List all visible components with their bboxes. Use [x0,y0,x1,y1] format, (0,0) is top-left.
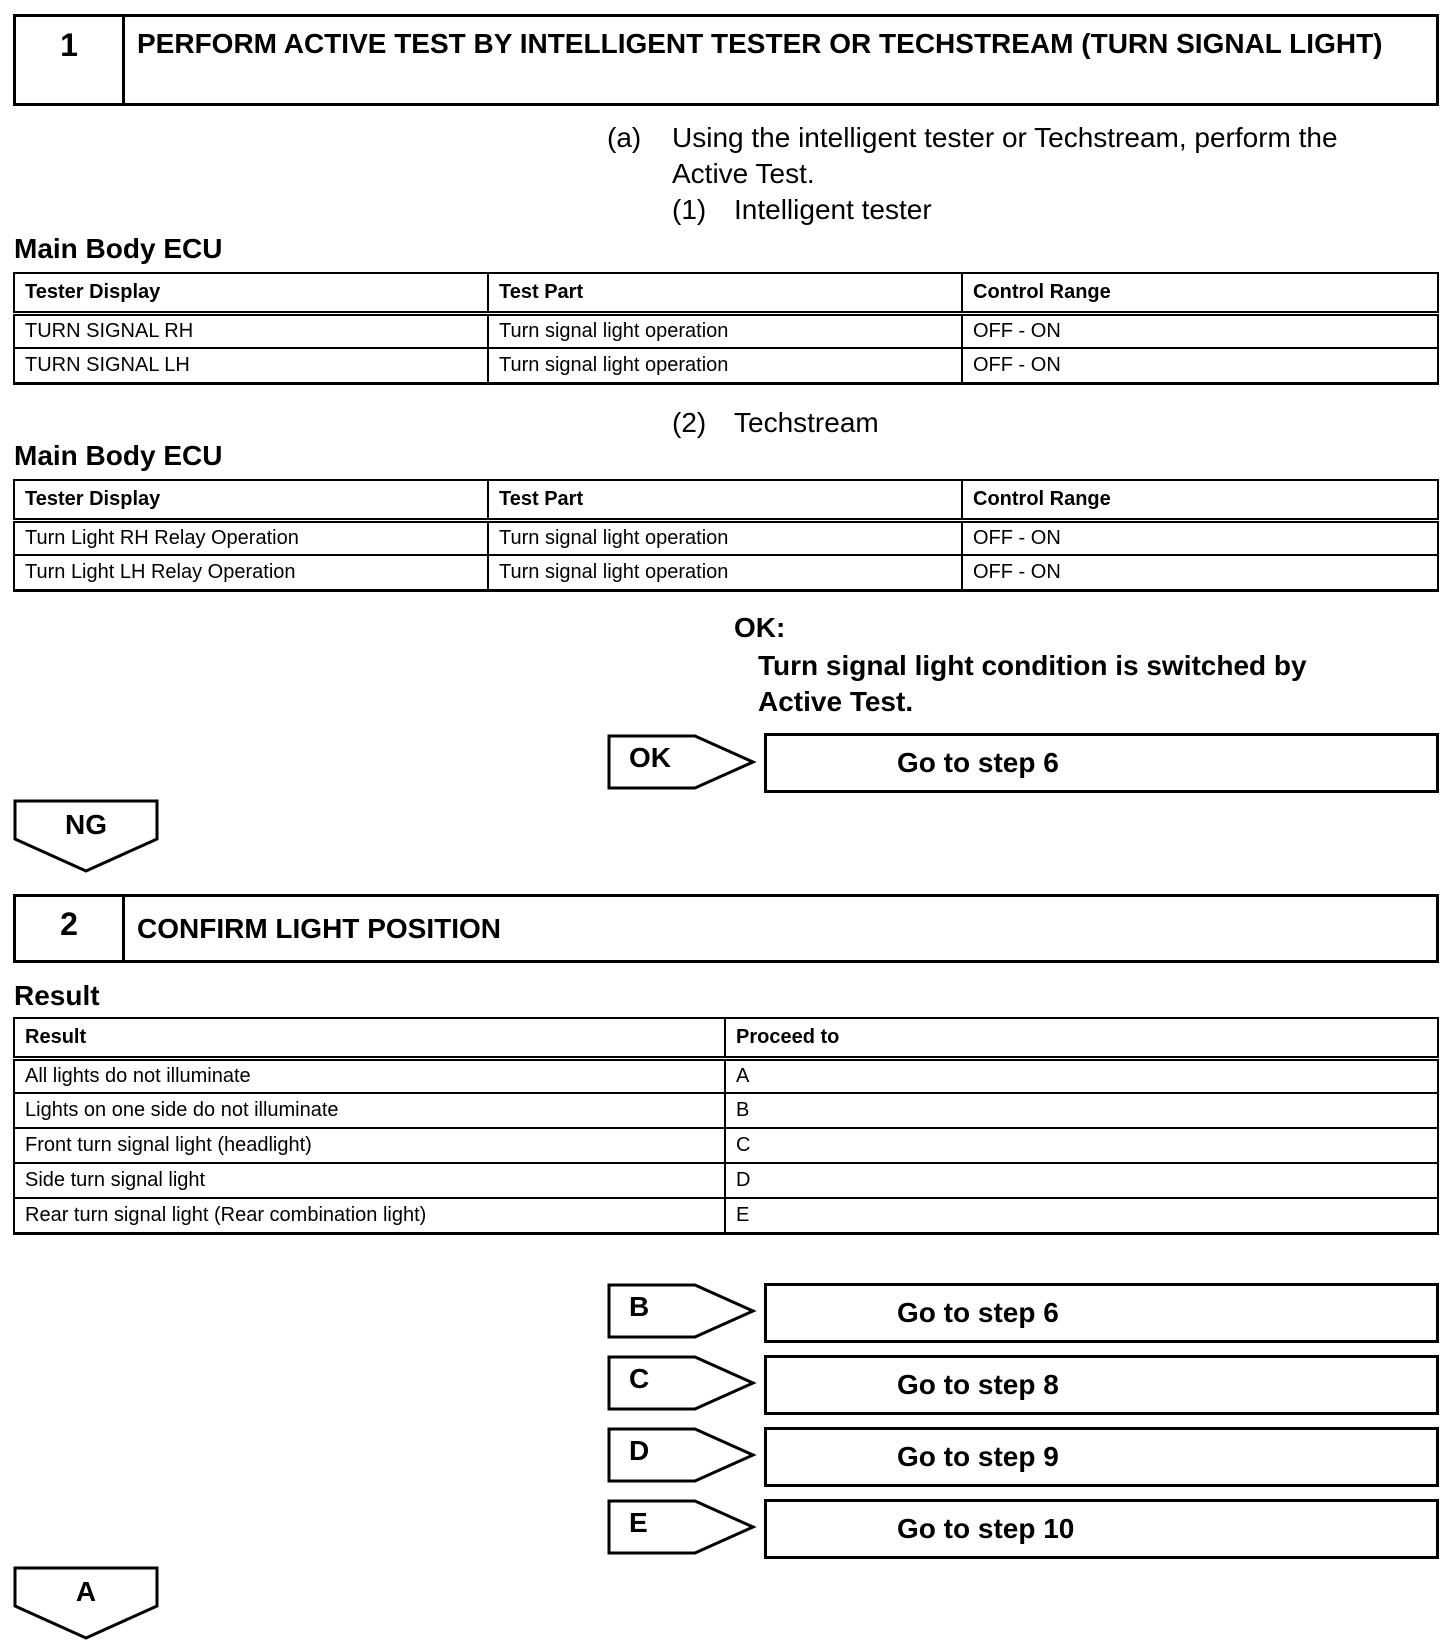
sub-instruction-2 [672,405,706,441]
table-cell: B [725,1093,1438,1128]
branch-tag-d[interactable] [607,1427,753,1483]
branch-tag-label: A [75,1576,97,1607]
branch-tag-label: E [629,1507,648,1538]
branch-tag-b[interactable] [607,1283,753,1339]
column-header: Control Range [962,480,1438,520]
branch-tag-e[interactable] [607,1499,753,1555]
sub-instruction-2-text: Techstream [734,407,879,438]
table-cell: Turn Light RH Relay Operation [14,520,488,555]
instruction-a [607,120,641,156]
goto-step-button[interactable]: Go to step 8 [764,1355,1439,1415]
table-row [14,1093,1438,1128]
result-table [13,1017,1439,1235]
table-cell: Turn signal light operation [488,555,962,590]
table-cell: Turn signal light operation [488,313,962,348]
table-cell: C [725,1128,1438,1163]
table-row [14,1058,1438,1093]
intelligent-tester-table [13,272,1439,385]
table-row [14,555,1438,590]
table-header-row [14,480,1438,520]
column-header: Tester Display [14,480,488,520]
table-cell: Front turn signal light (headlight) [14,1128,725,1163]
sub-instruction-1 [672,192,706,228]
column-header: Control Range [962,273,1438,313]
branch-tag-label: OK [629,742,671,773]
table-header-row [14,1018,1438,1058]
table-cell: Side turn signal light [14,1163,725,1198]
table-cell: A [725,1058,1438,1093]
goto-step-button[interactable]: Go to step 6 [764,733,1439,793]
table-cell: OFF - ON [962,313,1438,348]
column-header: Test Part [488,480,962,520]
table-cell: E [725,1198,1438,1233]
branch-tag-label: B [629,1291,650,1322]
step-1-header [13,14,1439,106]
result-label: Result [14,980,100,1011]
column-header: Tester Display [14,273,488,313]
table-cell: Turn signal light operation [488,520,962,555]
instruction-marker: (a) [607,122,642,153]
table-row [14,313,1438,348]
ok-criteria-label: OK: [734,612,786,643]
step-title: CONFIRM LIGHT POSITION [137,913,501,944]
ok-criteria-text [758,648,1307,720]
a-branch-tag[interactable] [13,1566,159,1638]
instruction-line: Active Test. [672,158,815,189]
table-cell: Turn Light LH Relay Operation [14,555,488,590]
goto-step-button[interactable]: Go to step 6 [764,1283,1439,1343]
goto-step-button[interactable]: Go to step 9 [764,1427,1439,1487]
step-title: PERFORM ACTIVE TEST BY INTELLIGENT TESTER OR TECHSTREAM (TURN SIGNAL LIGHT) [137,28,1383,59]
table-label: Main Body ECU [14,440,223,471]
table-cell: OFF - ON [962,555,1438,590]
step-number: 2 [16,897,125,960]
table-cell: TURN SIGNAL LH [14,348,488,383]
sub-instruction-1-text: Intelligent tester [734,194,932,225]
ok-criteria-line: Active Test. [758,686,914,717]
table-cell: OFF - ON [962,520,1438,555]
step-2-header [13,894,1439,963]
goto-step-button[interactable]: Go to step 10 [764,1499,1439,1559]
ok-criteria-line: Turn signal light condition is switched by [758,650,1307,681]
sub-marker: (2) [672,407,707,438]
branch-tag-label: NG [65,809,107,840]
ok-branch-tag[interactable] [607,734,753,790]
table-cell: Lights on one side do not illuminate [14,1093,725,1128]
table-cell: OFF - ON [962,348,1438,383]
table-row [14,348,1438,383]
instruction-line: Using the intelligent tester or Techstream, perform the [672,122,1338,153]
table-row [14,1128,1438,1163]
table-cell: Rear turn signal light (Rear combination light) [14,1198,725,1233]
sub-marker: (1) [672,194,707,225]
table-cell: All lights do not illuminate [14,1058,725,1093]
column-header: Test Part [488,273,962,313]
table-row [14,520,1438,555]
ng-branch-tag[interactable] [13,799,159,871]
table-row [14,1198,1438,1233]
table-cell: Turn signal light operation [488,348,962,383]
step-number: 1 [16,17,125,103]
table-cell: TURN SIGNAL RH [14,313,488,348]
branch-tag-label: D [629,1435,650,1466]
instruction-a-text [672,120,1452,192]
column-header: Proceed to [725,1018,1438,1058]
table-cell: D [725,1163,1438,1198]
column-header: Result [14,1018,725,1058]
table-header-row [14,273,1438,313]
table-row [14,1163,1438,1198]
branch-tag-label: C [629,1363,650,1394]
table-label: Main Body ECU [14,233,223,264]
techstream-table [13,479,1439,592]
branch-tag-c[interactable] [607,1355,753,1411]
